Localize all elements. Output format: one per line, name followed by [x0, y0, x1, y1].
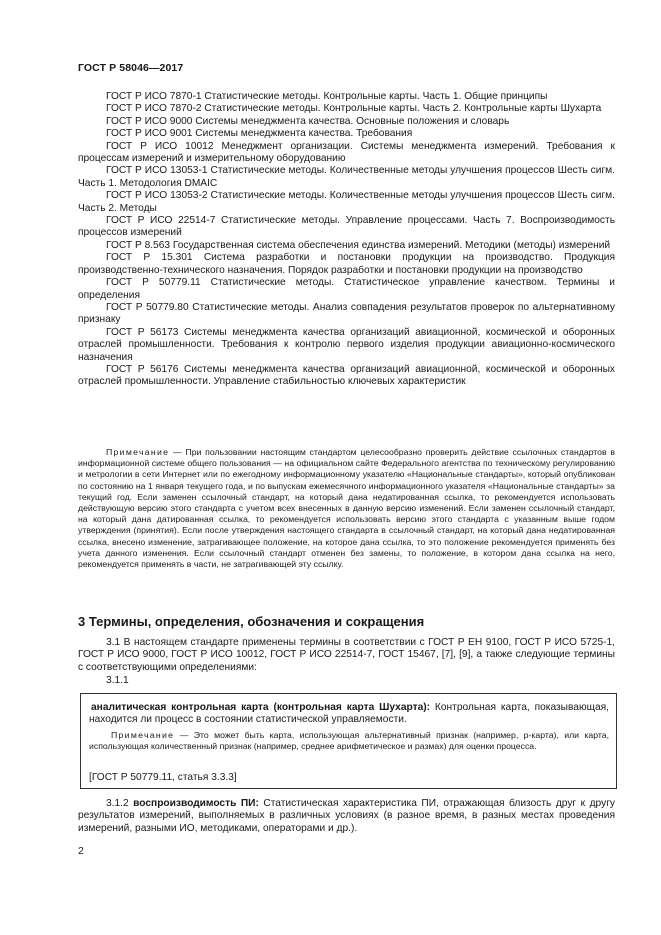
clause-number-3-1-2: 3.1.2: [106, 798, 134, 809]
term-note: [89, 730, 609, 752]
reference-item: ГОСТ Р ИСО 22514-7 Статистические методы. Управление процессами. Часть 7. Воспроизводимость процессов измерений: [78, 215, 615, 239]
term-definition-text: Контрольная карта, показывающая, находится ли процесс в состоянии статистической управляемости.: [89, 702, 609, 726]
term-source: [ГОСТ Р 50779.11, статья 3.3.3]: [89, 772, 237, 783]
paragraph-3-1-2: [78, 798, 615, 835]
reference-item: ГОСТ Р ИСО 10012 Менеджмент организации. Системы менеджмента измерений. Требования к процессам измерений и измерительному оборудованию: [78, 140, 615, 165]
references-note: [78, 447, 615, 570]
note-label: Примечание: [106, 447, 170, 457]
clause-number-3-1-1: 3.1.1: [106, 675, 129, 686]
note-text: При пользовании настоящим стандартом целесообразно проверить действие ссылочных стандартов в информационной системе общего пользования — на официальном сайте Федерального агентства по техническому регулированию и метрологии в сети Интернет или по ежегодному информационному указателю «Национальные стандарты», который опубликован по состоянию на 1 января текущего года, и по выпускам ежемесячного информационного указателя «Национальные стандарты» за текущий год. Если заменен ссылочный стандарт, на который дана недатированная ссылка, то рекомендуется использовать действующую версию этого стандарта с учетом всех внесенных в данную версию изменений. Если заменен ссылочный стандарт, на который дана датированная ссылка, то рекомендуется использовать версию этого стандарта с указанным выше годом утверждения (принятия). Если после утверждения настоящего стандарта в ссылочный стандарт, на который дана недатированная ссылка, внесено изменение, затрагивающее положение, на которое дана ссылка, то это положение рекомендуется применять без учета данного изменения. Если ссылочный стандарт отменен без замены, то положение, в котором дана ссылка на него, рекомендуется применять в части, не затрагивающей эту ссылку.: [78, 447, 615, 570]
term-definition-box: [80, 693, 617, 789]
section-title: 3 Термины, определения, обозначения и сокращения: [78, 614, 425, 629]
term-definition: [89, 702, 609, 727]
normative-references-list: [78, 91, 615, 389]
term-name: аналитическая контрольная карта (контрольная карта Шухарта):: [91, 702, 431, 713]
reference-item: ГОСТ Р ИСО 7870-1 Статистические методы. Контрольные карты. Часть 1. Общие принципы: [106, 91, 548, 102]
term-note-text: Это может быть карта, использующая альтернативный признак (например, p-карта), или карта, использующая количественный признак (например, среднее арифметическое и размах) для оценки процесса.: [89, 730, 610, 752]
reference-item: ГОСТ Р 56173 Системы менеджмента качества организаций авиационной, космической и оборонных отраслей промышленности. Требования к контролю первого изделия продукции авиационно-космического назначения: [78, 326, 615, 363]
reference-item: ГОСТ Р 56176 Системы менеджмента качества организаций авиационной, космической и оборонных отраслей промышленности. Управление стабильностью ключевых характеристик: [78, 363, 615, 388]
reference-item: ГОСТ Р ИСО 13053-2 Статистические методы. Количественные методы улучшения процессов Шесть сигм. Часть 2. Методы: [78, 190, 615, 214]
term-name-3-1-2: воспроизводимость ПИ:: [133, 798, 259, 809]
term-note-label: Примечание: [111, 730, 175, 740]
reference-item: ГОСТ Р 8.563 Государственная система обеспечения единства измерений. Методики (методы) измерений: [106, 239, 611, 251]
reference-item: ГОСТ Р 50779.11 Статистические методы. Статистическое управление качеством. Термины и определения: [78, 277, 615, 301]
paragraph-3-1: 3.1 В настоящем стандарте применены термины в соответствии с ГОСТ Р ЕН 9100, ГОСТ Р ИСО 5725-1, ГОСТ Р ИСО 9000, ГОСТ Р ИСО 10012, ГОСТ Р ИСО 22514-7, ГОСТ 15467, [7], [9], а также следующие термины с соответствующими определениями:: [78, 637, 615, 673]
term-note-dash: —: [174, 730, 194, 740]
term-definition-3-1-2: Статистическая характеристика ПИ, отражающая близость друг к другу результатов измерений, выполняемых в различных условиях (в разное время, в разных местах проведения измерений, разными ИО, методиками, операторами и др.).: [78, 798, 616, 834]
reference-item: ГОСТ Р ИСО 13053-1 Статистические методы. Количественные методы улучшения процессов Шесть сигм. Часть 1. Методология DMAIC: [78, 165, 615, 189]
reference-item: ГОСТ Р 50779.80 Статистические методы. Анализ совпадения результатов проверок по альтернативному признаку: [78, 301, 615, 326]
reference-item: ГОСТ Р 15.301 Система разработки и постановки продукции на производство. Продукция производственно-технического назначения. Порядок разработки и постановки продукции на производство: [78, 252, 615, 276]
reference-item: ГОСТ Р ИСО 9001 Системы менеджмента качества. Требования: [106, 128, 413, 140]
document-code-header: ГОСТ Р 58046—2017: [78, 62, 184, 74]
note-dash: —: [169, 447, 186, 457]
reference-item: ГОСТ Р ИСО 7870-2 Статистические методы. Контрольные карты. Часть 2. Контрольные карты Шухарта: [106, 103, 602, 115]
page-number: 2: [78, 845, 84, 857]
reference-item: ГОСТ Р ИСО 9000 Системы менеджмента качества. Основные положения и словарь: [106, 115, 510, 127]
